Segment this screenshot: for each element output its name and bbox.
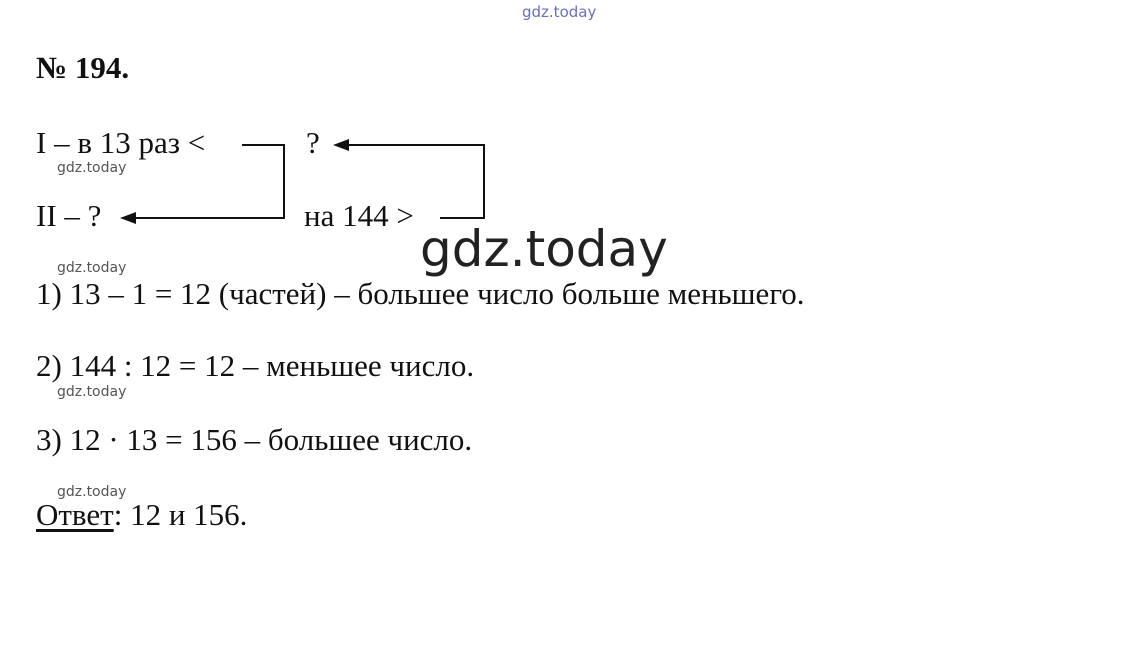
watermark-top: gdz.today — [522, 3, 597, 21]
answer-label: Ответ — [36, 497, 114, 532]
scheme-row2-diff: на 144 > — [304, 198, 414, 233]
problem-number: № 194. — [36, 50, 130, 85]
scheme-row2-label: II – ? — [36, 198, 102, 233]
right-arrowhead-icon — [333, 139, 349, 151]
solution-step-3: 3) 12 · 13 = 156 – большее число. — [36, 422, 473, 457]
watermark-small-1: gdz.today — [57, 160, 127, 176]
watermark-big: gdz.today — [420, 220, 668, 278]
answer-line — [36, 497, 247, 533]
solution-step-2: 2) 144 : 12 = 12 – меньшее число. — [36, 348, 475, 383]
watermark-small-4: gdz.today — [57, 484, 127, 500]
scheme-row1-unknown: ? — [306, 125, 320, 160]
watermark-small-3: gdz.today — [57, 384, 127, 400]
solution-step-1: 1) 13 – 1 = 12 (частей) – большее число больше меньшего. — [36, 276, 805, 311]
answer-text: : 12 и 156. — [113, 497, 248, 532]
left-arrowhead-icon — [120, 212, 136, 224]
scheme-row1-label: I – в 13 раз < — [36, 125, 206, 160]
watermark-small-2: gdz.today — [57, 260, 127, 276]
